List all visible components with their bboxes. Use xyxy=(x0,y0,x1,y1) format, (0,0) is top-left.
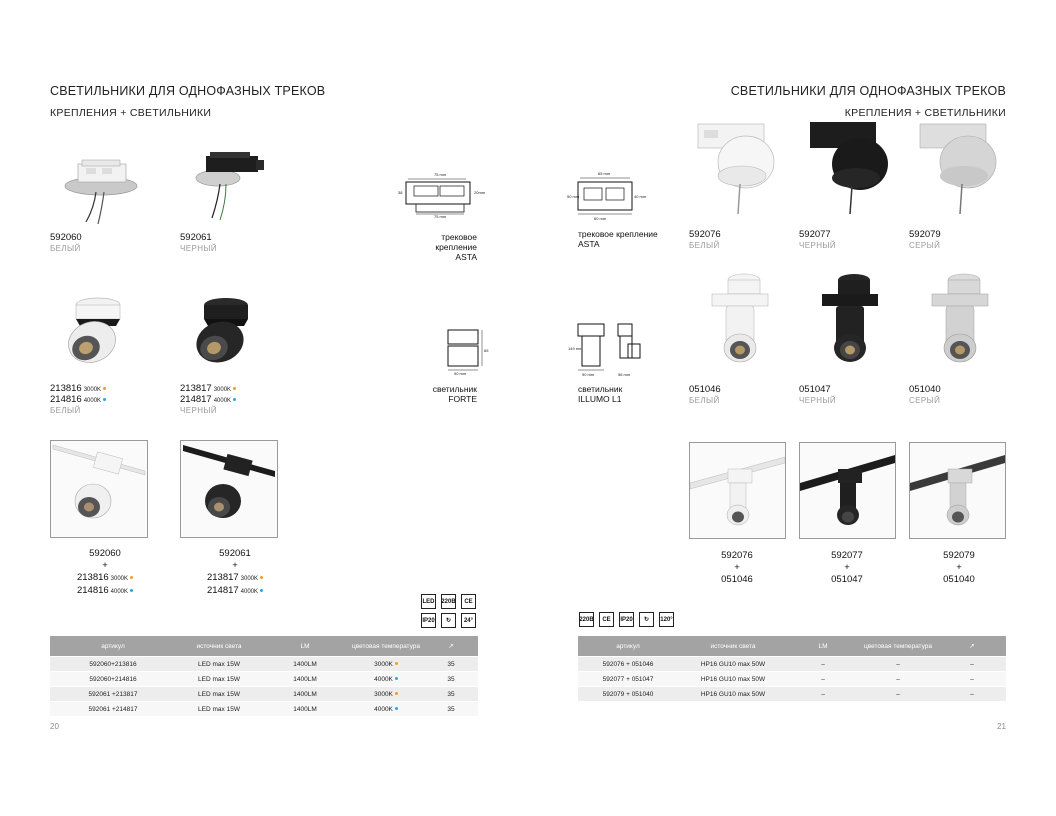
left-page-title: СВЕТИЛЬНИКИ ДЛЯ ОДНОФАЗНЫХ ТРЕКОВ xyxy=(50,84,326,98)
table-header-row xyxy=(578,636,1006,657)
sketch-caption: светильник ILLUMO L1 xyxy=(578,384,623,404)
spot-code: 214817 xyxy=(180,394,212,405)
rotation-icon: ↻ xyxy=(441,613,456,628)
svg-text:75 mm: 75 mm xyxy=(434,214,447,218)
table-row: 592077 + 051047 HP16 GU10 max 50W – – – xyxy=(578,672,1006,687)
cool-dot-icon xyxy=(233,398,236,401)
warm-dot-icon xyxy=(130,576,133,579)
cool-dot-icon xyxy=(395,677,398,680)
forte-dimension-sketch xyxy=(440,326,490,376)
product-color: БЕЛЫЙ xyxy=(689,396,720,405)
combo-line: 214817 4000K xyxy=(192,585,278,598)
table-row: 592061 +214817 LED max 15W 1400LM 4000K 35 xyxy=(50,702,478,717)
cool-dot-icon xyxy=(130,589,133,592)
combo-label: 592076 + 051046 xyxy=(721,550,753,585)
warm-dot-icon xyxy=(233,387,236,390)
right-page-subtitle: КРЕПЛЕНИЯ + СВЕТИЛЬНИКИ xyxy=(844,107,1006,119)
dim-label: 75 mm xyxy=(434,172,447,177)
product-color: СЕРЫЙ xyxy=(909,241,941,250)
svg-text:40 mm: 40 mm xyxy=(634,194,646,199)
product-color: БЕЛЫЙ xyxy=(50,244,81,253)
asta-dimension-sketch xyxy=(566,168,646,224)
sketch-caption: трековое крепление ASTA xyxy=(435,232,477,262)
cool-dot-icon xyxy=(103,398,106,401)
voltage-icon: 220В xyxy=(441,594,456,609)
svg-text:38: 38 xyxy=(398,190,403,195)
combo-plus: + xyxy=(232,560,238,571)
track-mount-white-photo xyxy=(56,148,151,228)
spot-white-photo xyxy=(706,272,776,372)
product-code: 592077 xyxy=(799,229,831,240)
spot-temp: 4000K xyxy=(213,398,232,404)
product-color: ЧЕРНЫЙ xyxy=(799,241,837,250)
product-color: БЕЛЫЙ xyxy=(50,406,81,415)
beam-angle-icon: 24° xyxy=(461,613,476,628)
combo-photo-white xyxy=(689,442,786,539)
beam-angle-icon: 120° xyxy=(659,612,674,627)
spot-black-photo xyxy=(186,290,256,370)
col-header-lm: LM xyxy=(788,636,858,657)
svg-text:65: 65 xyxy=(484,348,489,353)
ce-icon: CE xyxy=(461,594,476,609)
right-page-title: СВЕТИЛЬНИКИ ДЛЯ ОДНОФАЗНЫХ ТРЕКОВ xyxy=(730,84,1006,98)
combo-plus: + xyxy=(102,560,108,571)
angle-header-icon: ↗ xyxy=(424,636,478,657)
combo-label xyxy=(192,548,278,598)
spot-code: 213817 xyxy=(180,383,212,394)
product-color: ЧЕРНЫЙ xyxy=(180,244,218,253)
table-row: 592061 +213817 LED max 15W 1400LM 3000K 35 xyxy=(50,687,478,702)
page-number-right: 21 xyxy=(997,722,1006,731)
warm-dot-icon xyxy=(103,387,106,390)
col-header-source: источник света xyxy=(176,636,262,657)
track-mount-white-photo xyxy=(694,118,784,218)
spot-white-photo xyxy=(58,290,128,370)
combo-photo-black xyxy=(799,442,896,539)
spec-table-left xyxy=(50,636,478,716)
combo-line: 213817 3000K xyxy=(192,572,278,585)
spec-table-right xyxy=(578,636,1006,701)
combo-photo-grey xyxy=(909,442,1006,539)
col-header-lm: LM xyxy=(262,636,348,657)
warm-dot-icon xyxy=(395,662,398,665)
svg-text:90 mm: 90 mm xyxy=(454,371,467,376)
page-number-left: 20 xyxy=(50,722,59,731)
product-color: ЧЕРНЫЙ xyxy=(180,406,218,415)
spot-grey-photo xyxy=(926,272,996,372)
combo-line: 592061 xyxy=(219,548,251,559)
track-mount-black-photo xyxy=(804,118,894,218)
product-color: ЧЕРНЫЙ xyxy=(799,396,837,405)
spot-black-photo xyxy=(816,272,886,372)
product-code: 051040 xyxy=(909,384,941,395)
product-code: 051047 xyxy=(799,384,831,395)
product-code: 592061 xyxy=(180,232,212,243)
svg-text:149 mm: 149 mm xyxy=(568,346,583,351)
spot-temp: 4000K xyxy=(83,398,102,404)
svg-text:90 mm: 90 mm xyxy=(582,372,595,377)
col-header-temp: цветовая температура xyxy=(858,636,938,657)
svg-text:65 mm: 65 mm xyxy=(598,171,611,176)
svg-text:50 mm: 50 mm xyxy=(567,194,580,199)
rotation-icon: ↻ xyxy=(639,612,654,627)
product-color: СЕРЫЙ xyxy=(909,396,941,405)
col-header-source: источник света xyxy=(678,636,788,657)
product-code: 592079 xyxy=(909,229,941,240)
table-header-row xyxy=(50,636,478,657)
sketch-caption: трековое крепление ASTA xyxy=(578,229,658,249)
led-icon: LED xyxy=(421,594,436,609)
combo-label: 592077 + 051047 xyxy=(831,550,863,585)
left-page-subtitle: КРЕПЛЕНИЯ + СВЕТИЛЬНИКИ xyxy=(50,107,212,119)
cool-dot-icon xyxy=(395,707,398,710)
combo-photo-white xyxy=(50,440,148,538)
spot-temp: 3000K xyxy=(213,387,232,393)
track-mount-grey-photo xyxy=(914,118,1004,218)
col-header-article: артикул xyxy=(578,636,678,657)
svg-text:20mm: 20mm xyxy=(474,190,486,195)
table-row: 592076 + 051046 HP16 GU10 max 50W – – – xyxy=(578,657,1006,672)
sketch-caption: светильник FORTE xyxy=(432,384,477,404)
ip20-icon: IP20 xyxy=(619,612,634,627)
illumo-dimension-sketch xyxy=(566,318,646,378)
table-row: 592079 + 051040 HP16 GU10 max 50W – – – xyxy=(578,687,1006,702)
product-code: 051046 xyxy=(689,384,721,395)
svg-text:56 mm: 56 mm xyxy=(618,372,631,377)
combo-photo-black xyxy=(180,440,278,538)
combo-line: 213816 3000K xyxy=(62,572,148,585)
spot-code: 214816 xyxy=(50,394,82,405)
combo-label xyxy=(62,548,148,598)
table-row: 592060+214816 LED max 15W 1400LM 4000K 35 xyxy=(50,672,478,687)
combo-line: 592060 xyxy=(89,548,121,559)
spot-temp: 3000K xyxy=(83,387,102,393)
col-header-article: артикул xyxy=(50,636,176,657)
product-code: 592076 xyxy=(689,229,721,240)
combo-line: 214816 4000K xyxy=(62,585,148,598)
spot-code: 213816 xyxy=(50,383,82,394)
col-header-temp: цветовая температура xyxy=(348,636,424,657)
warm-dot-icon xyxy=(260,576,263,579)
ce-icon: CE xyxy=(599,612,614,627)
track-mount-black-photo xyxy=(186,148,271,228)
angle-header-icon: ↗ xyxy=(938,636,1006,657)
voltage-icon: 220В xyxy=(579,612,594,627)
product-code: 592060 xyxy=(50,232,82,243)
combo-label: 592079 + 051040 xyxy=(943,550,975,585)
ip20-icon: IP20 xyxy=(421,613,436,628)
table-row: 592060+213816 LED max 15W 1400LM 3000K 35 xyxy=(50,657,478,672)
cool-dot-icon xyxy=(260,589,263,592)
warm-dot-icon xyxy=(395,692,398,695)
asta-dimension-sketch xyxy=(394,168,494,218)
svg-text:60 mm: 60 mm xyxy=(594,216,607,221)
product-color: БЕЛЫЙ xyxy=(689,241,720,250)
